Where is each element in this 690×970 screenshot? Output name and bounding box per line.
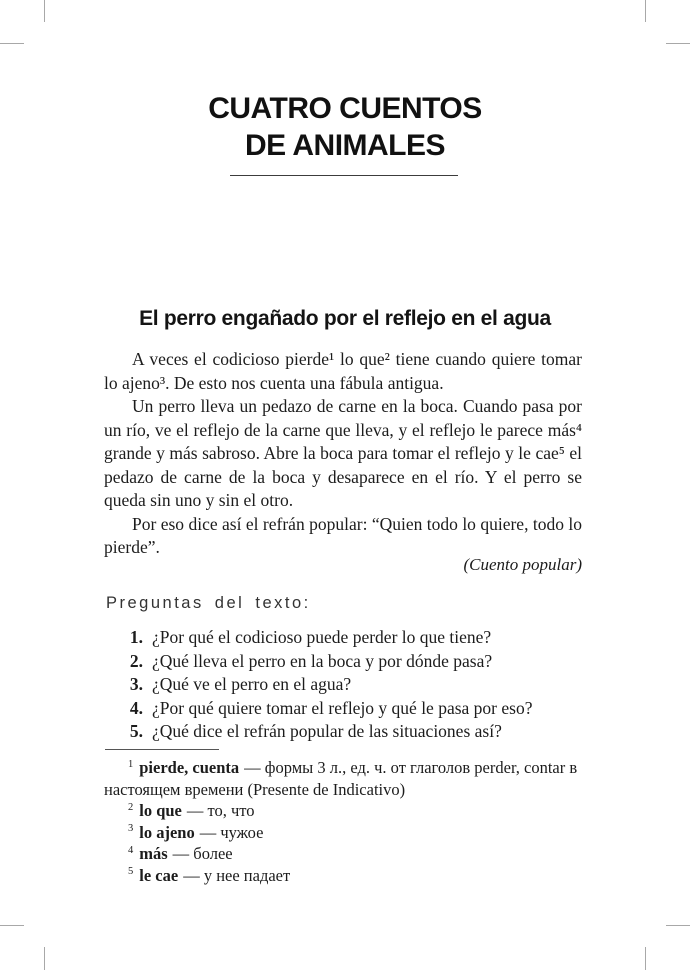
crop-mark-bottom-right-horizontal — [666, 925, 690, 926]
question-text: ¿Qué ve el perro en el agua? — [152, 674, 352, 694]
story-title: El perro engañado por el reflejo en el agua — [139, 307, 551, 330]
story-paragraph-3: Por eso dice así el refrán popular: “Quien todo lo quiere, todo lo pierde”. — [104, 513, 582, 557]
footnote-term: lo que — [139, 801, 182, 820]
story-paragraph-2: Un perro lleva un pedazo de carne en la boca. Cuando pasa por un río, ve el reflejo de la carne que lleva, y el reflejo le parece más⁴ grande y más sabroso. Abre la boca para tomar el reflejo y le cae⁵ el pedazo de carne de la boca y desaparece en el río. Y el perro se queda sin uno y sin el otro. — [104, 396, 582, 510]
question-number: 5. — [129, 721, 143, 741]
question-number: 4. — [129, 697, 143, 718]
question-text: ¿Qué dice el refrán popular de las situaciones así? — [152, 721, 502, 741]
footnote-item-4 — [104, 843, 582, 865]
crop-mark-bottom-right-vertical — [645, 947, 646, 970]
footnote-definition: — у нее падает — [183, 865, 291, 885]
footnote-item-3 — [104, 822, 582, 844]
footnote-term: le cae — [139, 865, 179, 885]
crop-mark-bottom-left-horizontal — [0, 925, 24, 926]
footnote-marker: 1 — [128, 758, 134, 770]
question-item-5 — [104, 720, 590, 744]
footnote-item-1 — [104, 757, 582, 800]
question-item-3 — [104, 673, 590, 697]
footnote-definition: — более — [172, 844, 233, 863]
question-number: 2. — [129, 650, 143, 671]
footnote-definition: — формы 3 л., ед. ч. от глаголов perder, contar в настоящем времени (Presente de Indicativo) — [104, 758, 578, 799]
story-body — [104, 348, 582, 560]
footnote-marker: 3 — [128, 823, 134, 834]
footnote-marker: 2 — [128, 801, 134, 813]
question-item-1 — [104, 626, 590, 650]
crop-mark-top-left-vertical — [44, 0, 45, 22]
crop-mark-top-right-horizontal — [666, 43, 690, 44]
footnote-marker: 4 — [128, 844, 134, 856]
footnote-term: pierde, cuenta — [139, 758, 240, 777]
footnote-definition: — чужое — [199, 822, 264, 842]
chapter-title-line2: DE ANIMALES — [244, 129, 446, 162]
chapter-title — [0, 90, 690, 164]
question-number: 1. — [129, 627, 143, 647]
crop-mark-top-left-horizontal — [0, 43, 24, 44]
question-text: ¿Qué lleva el perro en la boca y por dónde pasa? — [152, 650, 493, 671]
questions-heading: Preguntas del texto: — [106, 594, 311, 612]
title-divider — [230, 175, 458, 176]
crop-mark-top-right-vertical — [645, 0, 646, 22]
story-paragraph-1: A veces el codicioso pierde¹ lo que² tiene cuando quiere tomar lo ajeno³. De esto nos cuenta una fábula antigua. — [104, 349, 582, 393]
footnote-item-2 — [104, 800, 582, 822]
footnote-marker: 5 — [128, 866, 134, 877]
story-attribution: (Cuento popular) — [463, 555, 582, 574]
footnote-definition: — то, что — [186, 801, 255, 820]
chapter-title-line1: CUATRO CUENTOS — [208, 92, 482, 125]
question-number: 3. — [129, 674, 143, 694]
question-item-4 — [104, 697, 590, 721]
crop-mark-bottom-left-vertical — [44, 947, 45, 970]
footnote-divider — [105, 749, 219, 750]
questions-list — [104, 626, 590, 744]
question-text: ¿Por qué el codicioso puede perder lo que tiene? — [152, 627, 492, 647]
question-text: ¿Por qué quiere tomar el reflejo y qué le pasa por eso? — [152, 697, 533, 718]
footnotes-list — [104, 757, 582, 886]
footnote-term: más — [139, 844, 168, 863]
footnote-term: lo ajeno — [139, 822, 195, 842]
footnote-item-5 — [104, 865, 582, 887]
question-item-2 — [104, 650, 590, 674]
